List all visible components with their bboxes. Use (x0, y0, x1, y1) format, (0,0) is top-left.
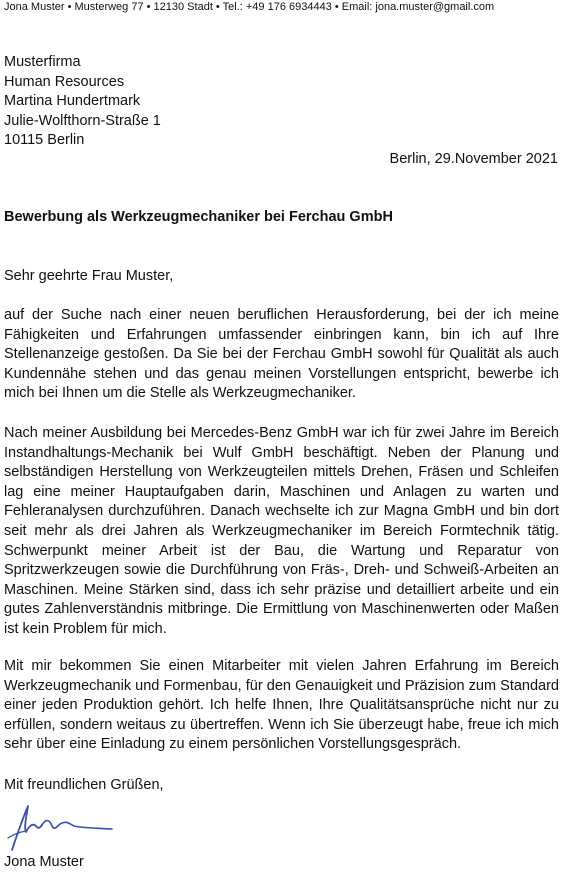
recipient-street: Julie-Wolfthorn-Straße 1 (4, 112, 161, 129)
recipient-address-block (4, 53, 161, 151)
body-paragraph-2: Nach meiner Ausbildung bei Mercedes-Benz GmbH war ich für zwei Jahre im Bereich Instandhaltungs-Mechanik bei Wulf GmbH beschäftigt. Neben der Planung und selbständigen Herstellung von Werkzeugteilen mittels Drehen, Fräsen und Schleifen lag eine meiner Hauptaufgaben darin, Maschinen und Anlagen zu warten und Fehleranalysen durchzuführen. Danach wechselte ich zur Magna GmbH und bin dort seit mehr als drei Jahren als Werkzeugmechaniker im Bereich Formtechnik tätig. Schwerpunkt meiner Arbeit ist der Bau, die Wartung und Reparatur von Spritzwerkzeugen sowie die Durchführung von Fräs-, Dreh- und Schweiß-Arbeiten an Maschinen. Meine Stärken sind, dass ich sehr präzise und detailliert arbeite und ein gutes Zahlenverständnis mitbringe. Die Ermittlung von Maschinenwerten oder Maßen ist kein Problem für mich. (4, 425, 559, 637)
signature-stroke (42, 821, 112, 829)
signer-name: Jona Muster (4, 854, 84, 870)
letter-subject: Bewerbung als Werkzeugmechaniker bei Ferchau GmbH (4, 209, 393, 225)
body-paragraph-1: auf der Suche nach einer neuen beruflichen Herausforderung, bei der ich meine Fähigkeiten und Erfahrungen umfassender einbringen kann, bin ich auf Ihre Stellenanzeige gestoßen. Da Sie bei der Ferchau GmbH sowohl für Qualität als auch Kundennähe stehen und das genau meinen Vorstellungen entspricht, bewerbe ich mich bei Ihnen um die Stelle als Werkzeugmechaniker. (4, 307, 559, 402)
signature-stroke (12, 806, 42, 850)
body-paragraph-3: Mit mir bekommen Sie einen Mitarbeiter mit vielen Jahren Erfahrung im Bereich Werkzeugmechanik und Formenbau, für den Genauigkeit und Präzision zum Standard einer jeden Produktion gehört. Ich helfe Ihnen, Ihre Qualitätsansprüche nicht nur zu erfüllen, sondern weitaus zu übertreffen. Wenn ich Sie überzeugt habe, freue ich mich sehr über eine Einladung zu einem persönlichen Vorstellungsgespräch. (4, 658, 559, 753)
salutation: Sehr geehrte Frau Muster, (4, 268, 174, 284)
closing-phrase: Mit freundlichen Grüßen, (4, 777, 164, 793)
letter-date: Berlin, 29.November 2021 (389, 151, 558, 167)
recipient-company: Musterfirma (4, 54, 81, 70)
recipient-name: Martina Hundertmark (4, 93, 141, 110)
recipient-city: 10115 Berlin (4, 132, 85, 149)
sender-address-line: Jona Muster • Musterweg 77 • 12130 Stadt • Tel.: +49 176 6934443 • Email: jona.muster@gmail.com (4, 1, 495, 13)
handwritten-signature (4, 798, 116, 856)
recipient-department: Human Resources (4, 73, 125, 90)
